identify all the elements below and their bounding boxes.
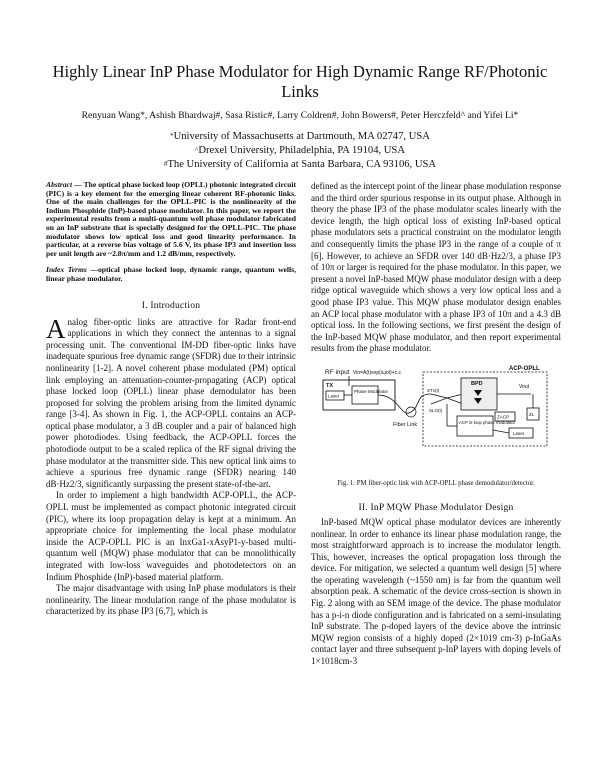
fiber-link-label: Fiber Link	[393, 421, 418, 428]
tx-laser-label: Laser	[328, 393, 340, 399]
z-l-label: ZL	[529, 411, 535, 417]
v-out-label: Vout	[519, 383, 530, 390]
affiliation-drexel	[60, 144, 540, 157]
affiliation-mark: #	[163, 160, 168, 168]
link-diagram	[319, 364, 551, 472]
intro-paragraph-continued: defined as the intercept point of the linear phase modulation response and the third order spurious response in its output phase. Although in theory the phase IP3 of the phase modulator scales linearly with the device length, the high optical loss of existing InP-based optical phase modulators sets a practical constraint on the modulator length and consequently limits the phase IP3 in the range of a couple of π [6]. However, to achieve an SFDR over 140 dB·Hz2/3, a phase IP3 of 10π or larger is required for the phase modulator. In this paper, we present a novel InP-based MQW phase modulator design with a deep ridge optical waveguide which shows a very low optical loss and a good phase IP3 value. This MQW phase modulator design enables an ACP local phase modulator with a phase IP3 of 10π and a 4.3 dB optical loss. In the following sections, we first present the design of the InP-based MQW phase modulator, and then report experimental results from the phase modulator.	[311, 181, 561, 354]
coupler	[431, 394, 463, 404]
affiliation-text: Drexel University, Philadelphia, PA 19104, USA	[198, 145, 405, 156]
index-terms-text: —optical phase locked loop, dynamic range, quantum wells, linear phase modulator.	[46, 265, 297, 283]
right-column	[311, 181, 561, 668]
affiliation-umass	[60, 130, 540, 143]
index-terms-lead: Index Terms	[46, 265, 87, 275]
author-list: Renyuan Wang*, Ashish Bhardwaj#, Sasa Ristic#, Larry Coldren#, John Bowers#, Peter Herczfeld^ and Yifei Li*	[81, 110, 519, 121]
paper-title: Highly Linear InP Phase Modulator for High Dynamic Range RF/Photonic Links	[52, 62, 548, 101]
s-lo-label: SLO(t)	[429, 407, 443, 413]
left-column	[46, 181, 296, 618]
index-terms	[46, 266, 296, 283]
intro-paragraph-3: The major disadvantage with using InP phase modulators is their nonlinearity. The linear modulation range of the phase modulator is characterized by its phase IP3 [6,7], which is	[46, 583, 296, 617]
tx-label: TX	[326, 382, 334, 389]
lo-laser-line	[493, 430, 509, 433]
z-acp-label: ZACP	[497, 414, 510, 420]
section-heading-design: II. InP MQW Phase Modulator Design	[358, 501, 514, 513]
acp-modulator-box	[457, 416, 493, 436]
abstract-text: — The optical phase locked loop (OPLL) photonic integrated circuit (PIC) is a key element for the emerging linear coherent RF-photonic links. One of the main challenges for the OPLL-PIC is the nonlinearity of the Indium Phosphide (InP)-based phase modulator. In this paper, we report the experimental results from a multi-quantum well phase modulator fabricated on an InP substrate that is specially designed for the OPLL-PIC. The phase modulator shows low optical loss and good linearity performance. In particular, at a reverse bias voltage of 5.6 V, its phase IP3 and insertion loss per unit length are ~2.8π/mm and 1.2 dB/mm, respectively.	[46, 180, 296, 258]
affiliation-text: University of Massachusetts at Dartmouth, MA 02747, USA	[173, 131, 430, 142]
affiliation-mark: *	[170, 132, 174, 140]
affiliation-ucsb	[60, 158, 540, 171]
abstract-lead: Abstract	[46, 180, 73, 189]
figure-1	[319, 364, 551, 472]
figure-1-caption: Fig. 1: PM fiber-optic link with ACP-OPLL phase demodulator/detector.	[337, 479, 535, 487]
affiliation-mark: ^	[195, 146, 199, 154]
rf-signal-label: Vin=A(t)exp(iωot)+c.c	[353, 369, 401, 376]
intro-paragraph-1: Analog fiber-optic links are attractive for Radar front-end applications in which they connect the antennas to a signal processing unit. The conventional IM-DD fiber-optic links have inadequate spurious free dynamic range (SFDR) due to their intrinsic nonlinearity [1-2]. A novel coherent phase modulated (PM) optical link employing an attenuation-counter-propagating (ACP) optical phase locked loop (OPLL) linear phase demodulator has been proposed for solving the problem arising from the limited dynamic range [3-4]. As shown in Fig. 1, the ACP-OPLL contains an ACP-optical phase modulator, a 3 dB coupler and a pair of balanced high power photodiodes. Using feedback, the ACP-OPLL forces the photodiode output to be a scaled replica of the RF signal driving the phase modulator at the transmitter side. This new optical link aims to achieve a spurious free dynamic range (SFDR) nearing 140 dB·Hz2/3, significantly surpassing the present state-of-the-art.	[46, 313, 296, 489]
bpd-label: BPD	[471, 380, 483, 387]
abstract	[46, 181, 296, 258]
s-tx-label: STx(t)	[427, 387, 440, 393]
lo-laser-label: Laser	[513, 430, 525, 436]
acp-opll-label: ACP-OPLL	[509, 365, 540, 372]
rf-input-label: RF input	[325, 368, 350, 376]
acp-modulator-label: ACP in-loop phase modulator	[459, 419, 516, 425]
phase-modulator-label: Phase Modulator	[354, 388, 389, 394]
design-paragraph-1: InP-based MQW optical phase modulator devices are inherently nonlinear. In order to enhance its linear phase modulation range, the most straightforward approach is to increase the modulator length. This, however, increases the optical propagation loss through the device. For mitigation, we selected a quantum well design [5] where the operating wavelength (~1550 nm) is far from the quantum well absorption peak. A schematic of the device cross-section is shown in Fig. 2 along with an SEM image of the device. The phase modulator has a p-i-n diode configuration and is fabricated on a semi-insulating InP substrate. The p-doped layers of the device above the intrinsic MQW region consists of a highly doped (2×1019 cm-3) p-InGaAs contact layer and three subsequent p-InP layers with doping levels of 1×1018cm-3	[311, 516, 561, 667]
section-heading-introduction: I. Introduction	[141, 299, 201, 311]
intro-paragraph-2: In order to implement a high bandwidth ACP-OPLL, the ACP-OPLL must be implemented as compact photonic integrated circuit (PIC), where its loop propagation delay is kept at a minimum. An appropriate choice for implementing the local phase modulator inside the ACP-OPLL PIC is an InxGa1-xAsyP1-y-based multi-quantum well (MQW) phase modulator that can be monolithically integrated with low-loss waveguides and photodetectors on an Indium Phosphide (InP)-based material platform.	[46, 490, 296, 582]
affiliation-text: The University of California at Santa Barbara, CA 93106, USA	[167, 159, 437, 170]
